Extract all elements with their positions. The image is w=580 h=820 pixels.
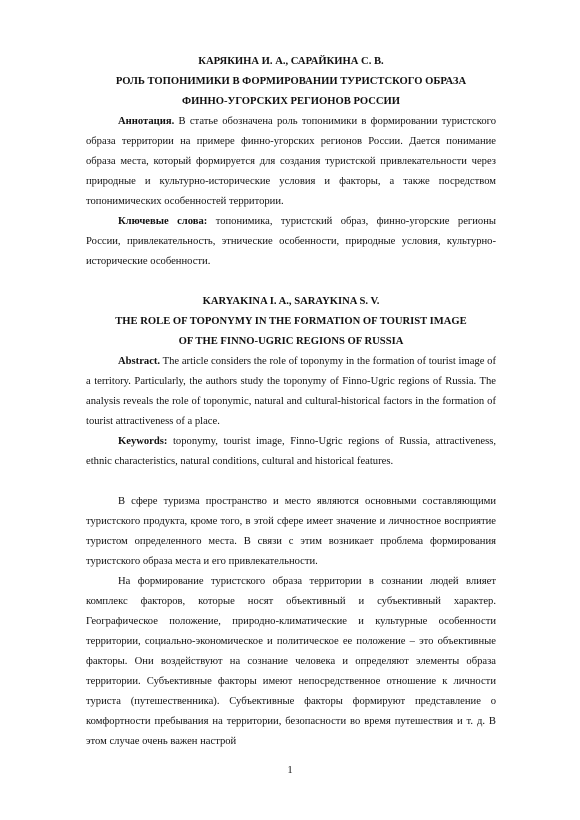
en-authors: KARYAKINA I. A., SARAYKINA S. V. xyxy=(202,296,380,307)
ru-abstract-label: Аннотация. xyxy=(118,116,175,127)
en-keywords-label: Keywords: xyxy=(118,436,168,447)
en-keywords-text: toponymy, tourist image, Finno-Ugric regions of Russia, attractiveness, ethnic characteristics, natural conditions, cultural and historical features. xyxy=(86,436,496,467)
ru-keywords-text: топонимика, туристский образ, финно-угорские регионы России, привлекательность, этнические особенности, природные условия, культурно-исторические особенности. xyxy=(86,216,496,267)
ru-abstract xyxy=(86,112,496,212)
body-paragraph-1: В сфере туризма пространство и место являются основными составляющими туристского продукта, кроме того, в этой сфере имеет значение и личностное восприятие туристом определенного места. В связи с этим возникает проблема формирования туристского образа места и его привлекательности. xyxy=(86,496,496,567)
ru-abstract-text: В статье обозначена роль топонимики в формировании туристского образа территории на примере финно-угорских регионов России. Дается понимание образа места, который формируется для создания туристской привлекательности через природные и культурно-исторические условия и факторы, а также посредством топонимических особенностей территории. xyxy=(86,116,496,207)
ru-keywords-label: Ключевые слова: xyxy=(118,216,208,227)
page-number: 1 xyxy=(287,765,293,776)
en-abstract xyxy=(86,352,496,432)
en-abstract-text: The article considers the role of toponymy in the formation of tourist image of a territory. Particularly, the authors study the toponymy of Finno-Ugric regions of Russia. The analysis reveals the role of toponymic, natural and cultural-historical factors in the formation of tourist attractiveness of a place. xyxy=(86,356,496,427)
en-title-line-2: OF THE FINNO-UGRIC REGIONS OF RUSSIA xyxy=(178,336,404,347)
en-abstract-label: Abstract. xyxy=(118,356,161,367)
ru-title-line-2: ФИННО-УГОРСКИХ РЕГИОНОВ РОССИИ xyxy=(181,96,401,107)
ru-authors: КАРЯКИНА И. А., САРАЙКИНА С. В. xyxy=(198,56,384,67)
body-paragraph-2: На формирование туристского образа территории в сознании людей влияет комплекс факторов, которые носят объективный и субъективный характер. Географическое положение, природно-климатические и культурные особенности территории, социально-экономическое и политическое ее положение – это объективные факторы. Они воздействуют на сознание человека и определяют элементы образа территории. Субъективные факторы имеют непосредственное отношение к личности туриста (путешественника). Субъективные факторы формируют представление о комфортности пребывания на территории, безопасности во время путешествия и т. д. В этом случае очень важен настрой xyxy=(86,576,496,747)
paper-page xyxy=(86,52,496,752)
ru-title-line-1: РОЛЬ ТОПОНИМИКИ В ФОРМИРОВАНИИ ТУРИСТСКОГО ОБРАЗА xyxy=(115,76,467,87)
ru-keywords xyxy=(86,212,496,272)
en-title-line-1: THE ROLE OF TOPONYMY IN THE FORMATION OF TOURIST IMAGE xyxy=(115,316,467,327)
en-keywords xyxy=(86,432,496,472)
